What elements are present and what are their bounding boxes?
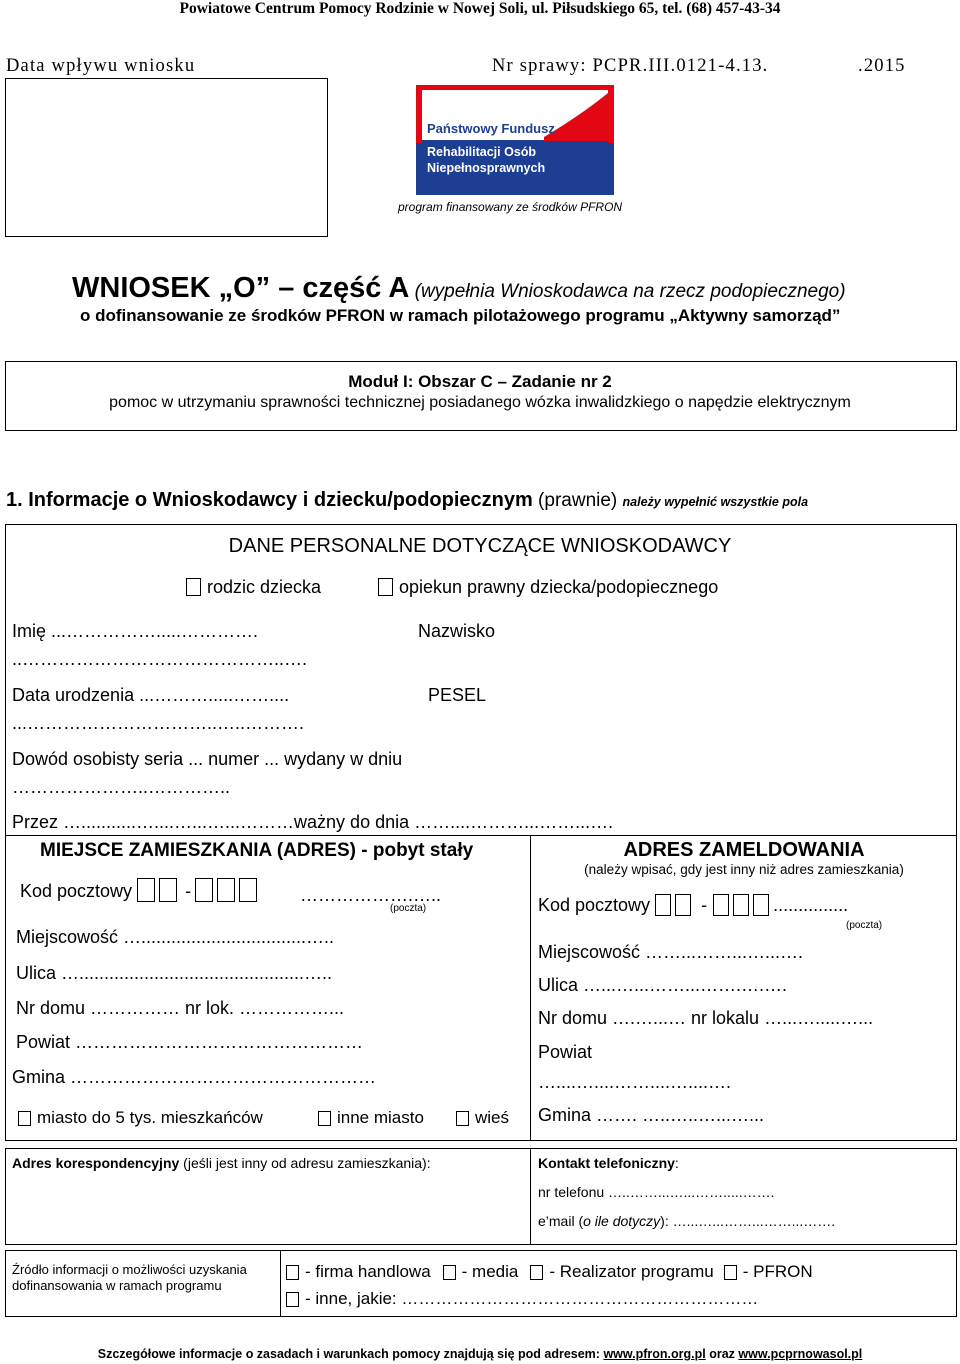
form-subtitle: o dofinansowanie ze środków PFRON w ramach pilotażowego programu „Aktywny samorząd” <box>80 306 841 325</box>
postal-digit-box[interactable] <box>159 878 177 902</box>
registration-county-label: Powiat <box>538 1042 593 1062</box>
postal-digit-box[interactable] <box>753 894 769 916</box>
other-town-option <box>318 1108 424 1128</box>
residence-commune-field[interactable]: Gmina …………………………………………… <box>12 1067 377 1087</box>
registration-postal: Kod pocztowy - ............... <box>538 895 849 915</box>
phone-field[interactable]: nr telefonu …..……...…...…….....……. <box>538 1184 775 1200</box>
id-document-field[interactable]: Dowód osobisty seria ... numer ... wydany w dniu <box>12 749 403 769</box>
contact-label: Kontakt telefoniczny <box>538 1155 675 1171</box>
guardian-option <box>378 577 718 598</box>
surname-label: Nazwisko <box>418 621 496 641</box>
pcpr-link[interactable]: www.pcprnowasol.pl <box>738 1347 863 1361</box>
small-town-label: miasto do 5 tys. mieszkańców <box>37 1108 263 1127</box>
realizer-label: - Realizator programu <box>549 1262 714 1281</box>
date-stamp-box <box>5 78 328 237</box>
postal-digit-box[interactable] <box>137 878 155 902</box>
village-checkbox[interactable] <box>456 1111 469 1126</box>
contact-colon: : <box>674 1155 679 1171</box>
source-options-row2 <box>286 1289 758 1309</box>
registration-street-field[interactable]: Ulica …...…...……...…….….…. <box>538 975 788 995</box>
residence-post-office-caption: (poczta) <box>390 903 427 914</box>
pfron-logo-graphic <box>416 85 614 195</box>
other-town-label: inne miasto <box>337 1108 424 1127</box>
postal-digit-box[interactable] <box>733 894 749 916</box>
postal-digit-box[interactable] <box>195 878 213 902</box>
correspondence-address[interactable] <box>12 1155 431 1171</box>
pfron-logo <box>416 85 614 195</box>
birth-date-field[interactable]: Data urodzenia ...……….....…….... <box>12 685 290 705</box>
residence-county-field[interactable]: Powiat ………………………………………… <box>16 1032 364 1052</box>
email-label-post: ): …...…...……...……...……. <box>660 1213 836 1229</box>
source-label: Źródło informacji o możliwości uzyskania dofinansowania w ramach programu <box>12 1262 247 1293</box>
postal-digit-box[interactable] <box>713 894 729 916</box>
form-title-note: (wypełnia Wnioskodawca na rzecz podopiecznego) <box>409 281 846 302</box>
media-label: - media <box>461 1262 519 1281</box>
id-issue-date-field[interactable]: …………………..………….. <box>12 777 231 797</box>
registration-post-office-caption: (poczta) <box>846 920 883 931</box>
logo-line-3: Niepełnosprawnych <box>427 161 546 175</box>
personal-data-heading: DANE PERSONALNE DOTYCZĄCE WNIOSKODAWCY <box>228 535 732 557</box>
form-title-main: WNIOSEK „O” – część A <box>72 272 410 304</box>
office-header: Powiatowe Centrum Pomocy Rodzinie w Nowej Soli, ul. Piłsudskiego 65, tel. (68) 457-43-34 <box>179 0 781 17</box>
registration-post-office-field[interactable]: ............... <box>773 895 849 915</box>
residence-postal: Kod pocztowy - <box>20 878 261 902</box>
guardian-checkbox[interactable] <box>378 578 393 596</box>
logo-line-2: Rehabilitacji Osób <box>427 145 537 159</box>
email-field[interactable] <box>538 1213 835 1229</box>
postal-digit-box[interactable] <box>655 894 671 916</box>
module-heading: Moduł I: Obszar C – Zadanie nr 2 <box>348 372 612 391</box>
applicant-role-options <box>186 577 321 598</box>
parent-checkbox[interactable] <box>186 578 201 596</box>
postal-digit-box[interactable] <box>239 878 257 902</box>
other-source-field[interactable]: - inne, jakie: ……………………………………………………… <box>305 1289 759 1308</box>
source-options-row1 <box>286 1262 813 1282</box>
footer-text: Szczegółowe informacje o zasadach i warunkach pomocy znajdują się pod adresem: <box>97 1347 604 1361</box>
registration-note: (należy wpisać, gdy jest inny niż adres zamieszkania) <box>584 862 904 877</box>
registration-commune-field[interactable]: Gmina ……. …..…..…...…... <box>538 1105 765 1125</box>
first-name-field[interactable]: Imię ...…………….....…………. <box>12 621 259 641</box>
small-town-checkbox[interactable] <box>18 1111 31 1126</box>
registration-heading: ADRES ZAMELDOWANIA <box>623 839 865 861</box>
surname-field[interactable]: ..……………………………………..…. <box>12 649 308 669</box>
registration-postal-label: Kod pocztowy <box>538 895 651 915</box>
column-divider <box>530 835 531 1141</box>
pfron-label: - PFRON <box>742 1262 813 1281</box>
locality-type-options <box>18 1108 263 1128</box>
section-1-paren: (prawnie) <box>532 490 623 511</box>
module-description: pomoc w utrzymaniu sprawności technicznej posiadanego wózka inwalidzkiego o napędzie elektrycznym <box>109 394 851 411</box>
pesel-label: PESEL <box>428 685 487 705</box>
pfron-checkbox[interactable] <box>724 1265 737 1280</box>
case-number-year: .2015 <box>858 56 906 76</box>
pfron-link[interactable]: www.pfron.org.pl <box>603 1347 706 1361</box>
footer-info <box>0 1347 960 1361</box>
other-town-checkbox[interactable] <box>318 1111 331 1126</box>
residence-house-field[interactable]: Nr domu …………… nr lok. ……………... <box>16 998 345 1018</box>
section-1-note: należy wypełnić wszystkie pola <box>622 495 809 509</box>
logo-line-1: Państwowy Fundusz <box>427 121 555 136</box>
date-received-label: Data wpływu wniosku <box>6 56 196 76</box>
form-title <box>72 272 846 305</box>
postal-digit-box[interactable] <box>675 894 691 916</box>
dealer-label: - firma handlowa <box>305 1262 431 1281</box>
residence-city-field[interactable]: Miejscowość ….................................….. <box>16 927 335 947</box>
dealer-checkbox[interactable] <box>286 1265 299 1280</box>
registration-house-field[interactable]: Nr domu ….…...… nr lokalu …...….....…... <box>538 1008 874 1028</box>
case-number-label: Nr sprawy: PCPR.III.0121-4.13. <box>492 56 769 76</box>
source-column-divider <box>280 1250 281 1317</box>
pesel-field[interactable]: ...…………………………..…..………. <box>12 713 305 733</box>
realizer-checkbox[interactable] <box>530 1265 543 1280</box>
residence-postal-label: Kod pocztowy <box>20 881 133 901</box>
footer-mid: oraz <box>705 1347 739 1361</box>
contact-heading <box>538 1155 679 1171</box>
village-label: wieś <box>475 1108 510 1127</box>
residence-divider <box>5 835 957 836</box>
other-source-checkbox[interactable] <box>286 1292 299 1307</box>
email-label-note: o ile dotyczy <box>583 1213 661 1229</box>
village-option <box>456 1108 509 1128</box>
residence-heading: MIEJSCE ZAMIESZKANIA (ADRES) - pobyt stały <box>40 840 474 861</box>
section-1-heading <box>6 489 808 512</box>
parent-option-label: rodzic dziecka <box>207 577 322 597</box>
correspondence-note: (jeśli jest inny od adresu zamieszkania): <box>179 1155 431 1171</box>
email-label-pre: e’mail ( <box>538 1213 584 1229</box>
id-issuer-field[interactable]: Przez …...........…....…...…...………ważny do dnia ……....………...……...…. <box>12 812 614 832</box>
section-1-title: 1. Informacje o Wnioskodawcy i dziecku/podopiecznym <box>6 489 533 511</box>
guardian-option-label: opiekun prawny dziecka/podopiecznego <box>399 577 719 597</box>
postal-digit-box[interactable] <box>217 878 235 902</box>
residence-street-field[interactable]: Ulica ….............................................….. <box>16 963 333 983</box>
registration-county-field[interactable]: …....…....……....…....…. <box>538 1072 732 1092</box>
residence-post-office-field[interactable]: ……………….….. <box>300 885 442 905</box>
contact-column-divider <box>530 1148 531 1245</box>
logo-caption: program finansowany ze środków PFRON <box>398 200 623 214</box>
correspondence-label: Adres korespondencyjny <box>12 1155 180 1171</box>
registration-city-field[interactable]: Miejscowość ……...……...…...…. <box>538 942 804 962</box>
media-checkbox[interactable] <box>443 1265 456 1280</box>
